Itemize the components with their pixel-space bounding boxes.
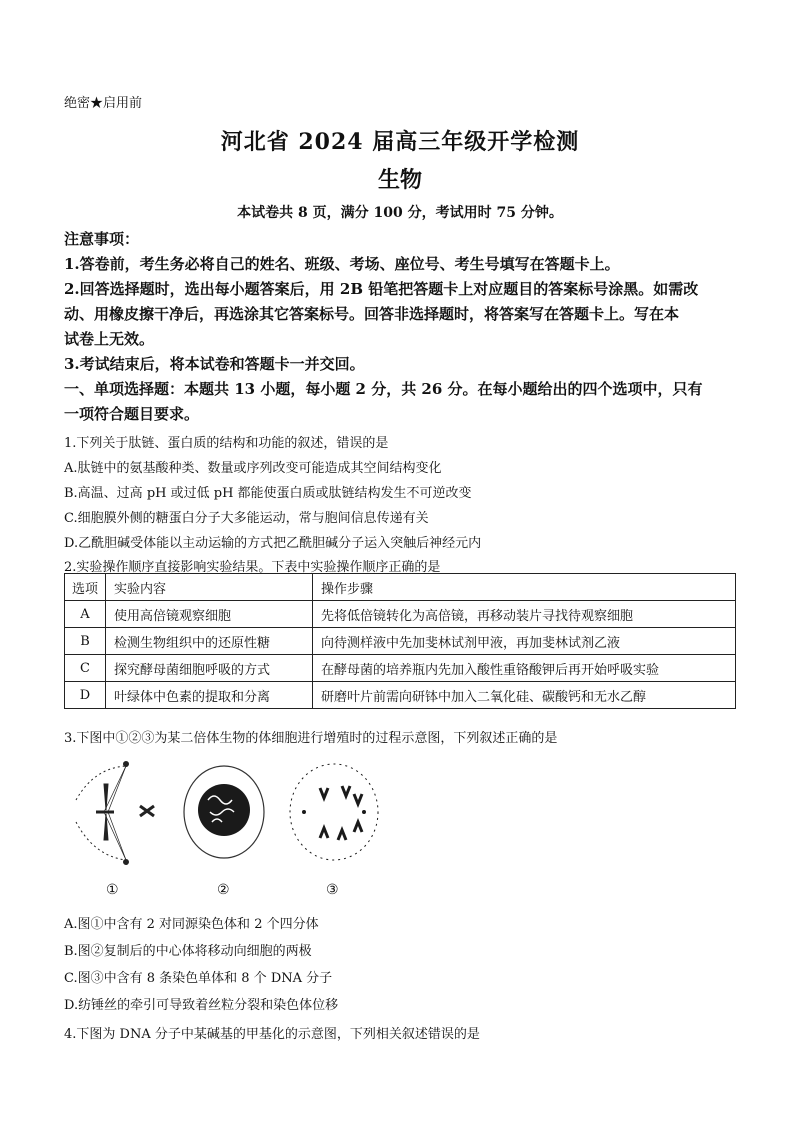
q3-option-d: D.纺锤丝的牵引可导致着丝粒分裂和染色体位移 — [64, 998, 339, 1013]
table-row — [65, 601, 736, 628]
table-cell: 叶绿体中色素的提取和分离 — [106, 682, 313, 709]
experiment-table — [64, 573, 736, 709]
table-cell: B — [65, 628, 106, 655]
paper-info: 本试卷共 8 页，满分 100 分，考试用时 75 分钟。 — [237, 205, 563, 221]
note-line-3: 3.考试结束后，将本试卷和答题卡一并交回。 — [64, 355, 365, 373]
table-cell: D — [65, 682, 106, 709]
notes-heading: 注意事项： — [64, 230, 140, 248]
q1-option-c: C.细胞膜外侧的糖蛋白分子大多能运动，常与胞间信息传递有关 — [64, 511, 429, 526]
figure-label-3: ③ — [326, 882, 339, 898]
subject-title: 生物 — [377, 167, 422, 193]
q3-option-c: C.图③中含有 8 条染色单体和 8 个 DNA 分子 — [64, 971, 333, 986]
q1-stem: 1.下列关于肽链、蛋白质的结构和功能的叙述，错误的是 — [64, 436, 389, 451]
table-cell: 向待测样液中先加斐林试剂甲液，再加斐林试剂乙液 — [313, 628, 736, 655]
table-row — [65, 682, 736, 709]
table-cell: 使用高倍镜观察细胞 — [106, 601, 313, 628]
cell-division-figure — [64, 760, 384, 865]
table-cell: 检测生物组织中的还原性糖 — [106, 628, 313, 655]
table-header-cell: 操作步骤 — [313, 574, 736, 601]
table-cell: 探究酵母菌细胞呼吸的方式 — [106, 655, 313, 682]
table-row — [65, 655, 736, 682]
confidential-mark: 绝密★启用前 — [64, 96, 143, 111]
table-header-cell: 实验内容 — [106, 574, 313, 601]
q2-stem: 2.实验操作顺序直接影响实验结果。下表中实验操作顺序正确的是 — [64, 560, 441, 575]
table-cell: 先将低倍镜转化为高倍镜，再移动装片寻找待观察细胞 — [313, 601, 736, 628]
figure-label-1: ① — [106, 882, 119, 898]
cell-1-figure — [76, 762, 154, 865]
page-title: 河北省 2024 届高三年级开学检测 — [220, 129, 580, 155]
note-line-2c: 试卷上无效。 — [64, 330, 155, 348]
table-header-row — [65, 574, 736, 601]
table-cell: C — [65, 655, 106, 682]
table-cell: A — [65, 601, 106, 628]
cell-3-figure — [290, 764, 378, 860]
q1-option-d: D.乙酰胆碱受体能以主动运输的方式把乙酰胆碱分子运入突触后神经元内 — [64, 536, 482, 551]
q3-stem: 3.下图中①②③为某二倍体生物的体细胞进行增殖时的过程示意图，下列叙述正确的是 — [64, 731, 558, 746]
section-heading-line1: 一、单项选择题：本题共 13 小题，每小题 2 分，共 26 分。在每小题给出的四个选项中，只有 — [64, 380, 703, 398]
table-header-cell: 选项 — [65, 574, 106, 601]
note-line-2b: 动、用橡皮擦干净后，再选涂其它答案标号。回答非选择题时，将答案写在答题卡上。写在本 — [64, 305, 680, 323]
q3-option-a: A.图①中含有 2 对同源染色体和 2 个四分体 — [64, 917, 319, 932]
q1-option-a: A.肽链中的氨基酸种类、数量或序列改变可能造成其空间结构变化 — [64, 461, 442, 476]
table-cell: 在酵母菌的培养瓶内先加入酸性重铬酸钾后再开始呼吸实验 — [313, 655, 736, 682]
cell-2-figure — [184, 766, 264, 858]
q3-option-b: B.图②复制后的中心体将移动向细胞的两极 — [64, 944, 312, 959]
q4-stem: 4.下图为 DNA 分子中某碱基的甲基化的示意图，下列相关叙述错误的是 — [64, 1027, 480, 1042]
table-cell: 研磨叶片前需向研钵中加入二氧化硅、碳酸钙和无水乙醇 — [313, 682, 736, 709]
note-line-2a: 2.回答选择题时，选出每小题答案后，用 2B 铅笔把答题卡上对应题目的答案标号涂黑。如需改 — [64, 280, 699, 298]
section-heading-line2: 一项符合题目要求。 — [64, 405, 200, 423]
q1-option-b: B.高温、过高 pH 或过低 pH 都能使蛋白质或肽链结构发生不可逆改变 — [64, 486, 472, 501]
figure-label-2: ② — [217, 882, 230, 898]
note-line-1: 1.答卷前，考生务必将自己的姓名、班级、考场、座位号、考生号填写在答题卡上。 — [64, 255, 620, 273]
table-row — [65, 628, 736, 655]
